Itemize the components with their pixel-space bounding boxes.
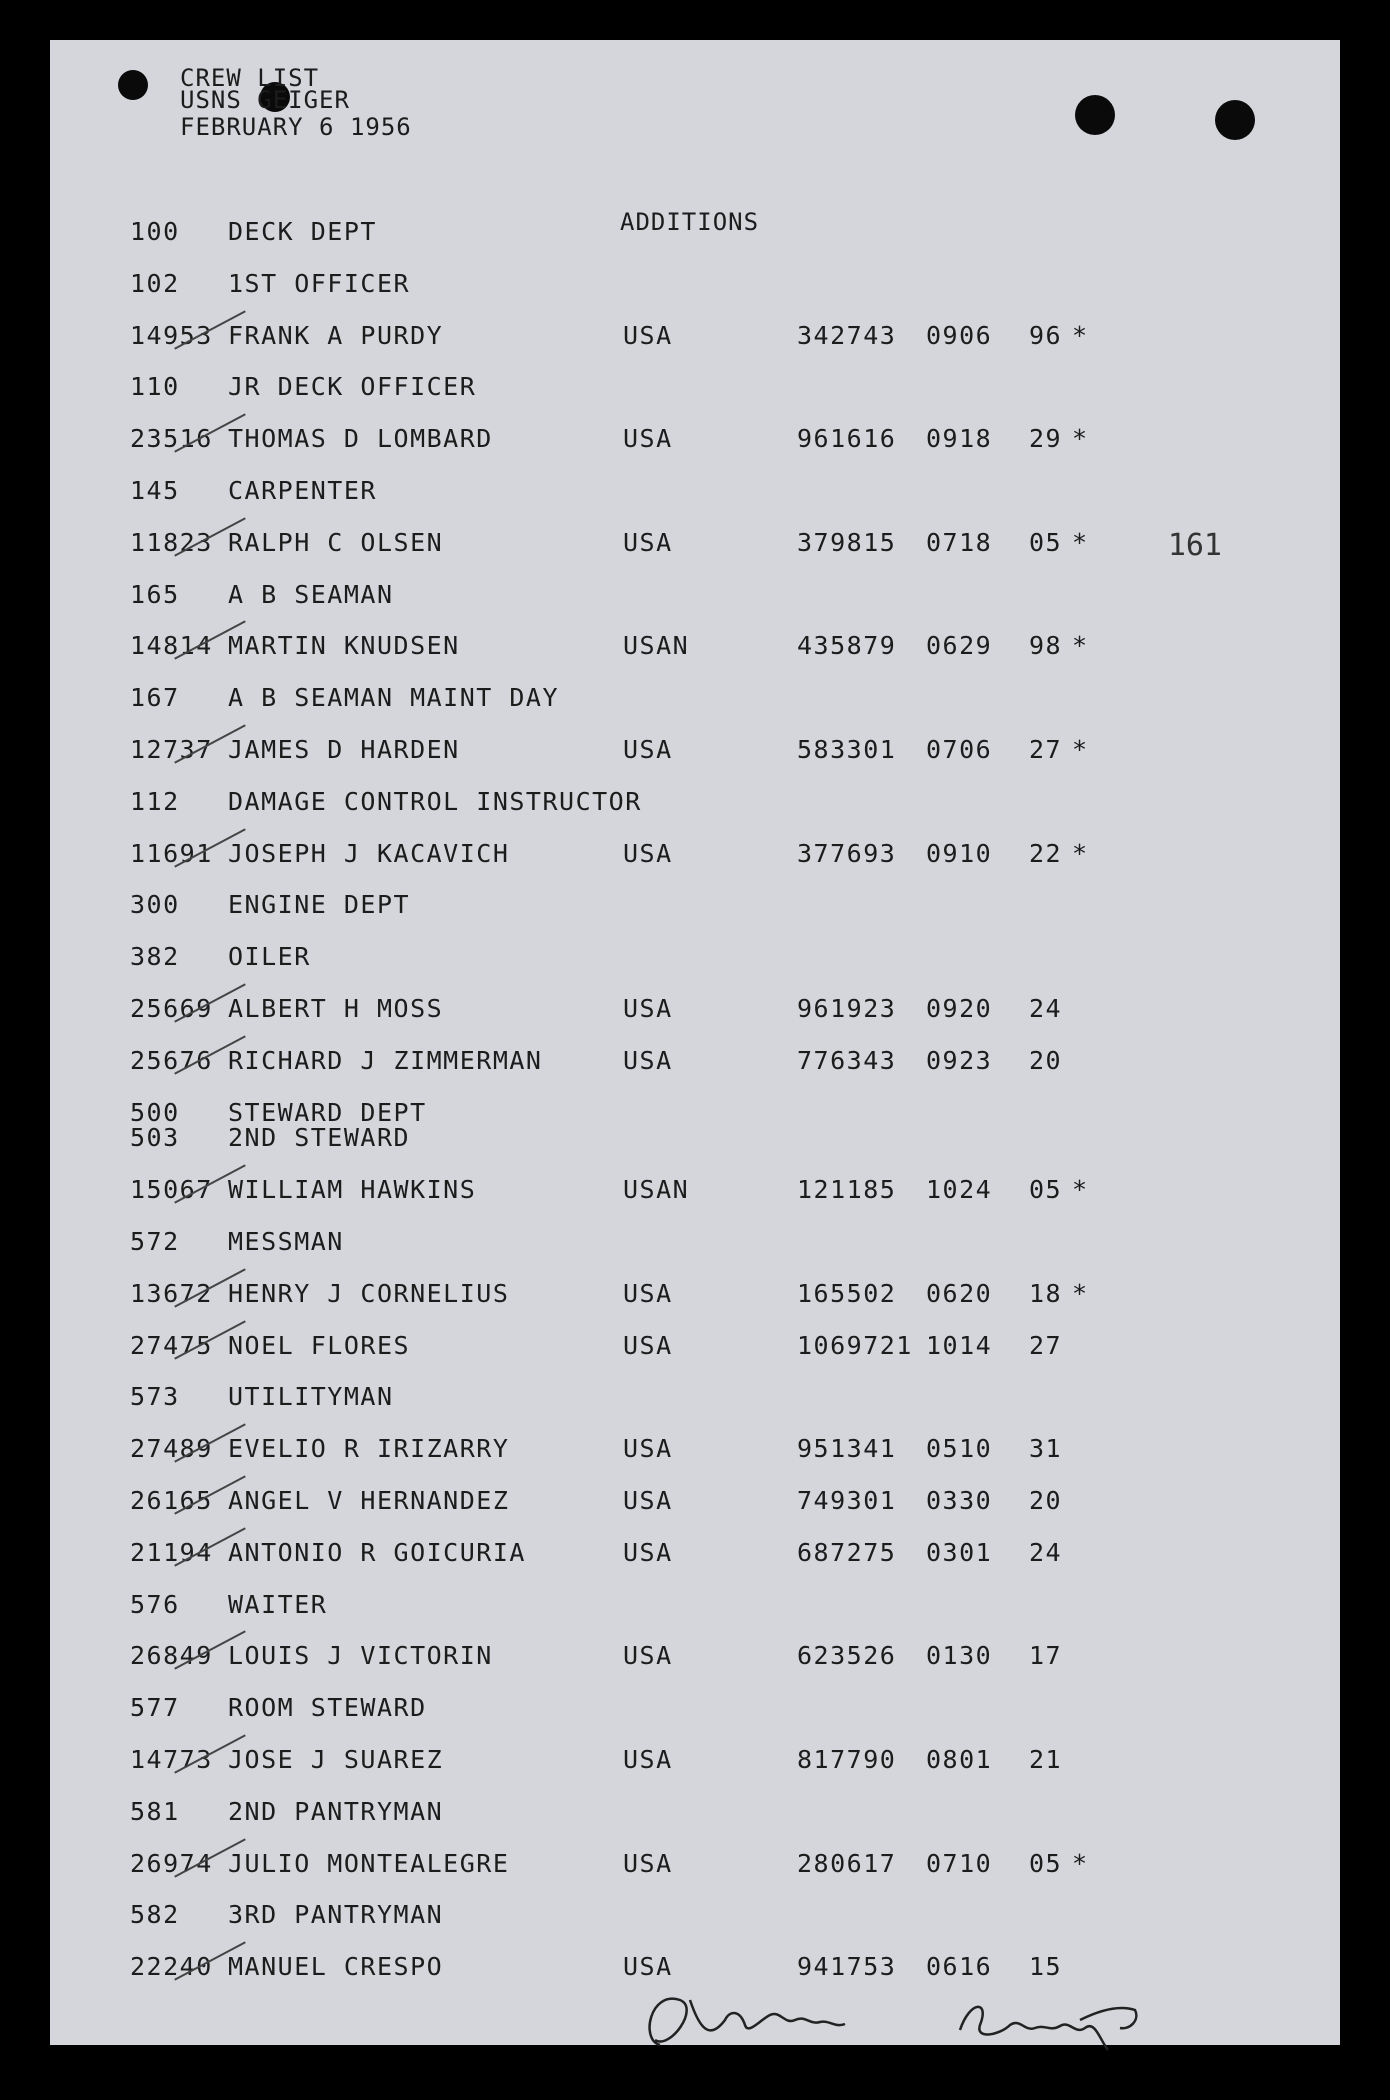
punch-hole xyxy=(1215,100,1255,140)
entry-code: 14773 xyxy=(130,1745,213,1774)
entry-age: 05 xyxy=(1029,1848,1063,1878)
entry-number: 121185 xyxy=(797,1175,897,1205)
entry-citizenship: USAN xyxy=(623,631,690,661)
entry-code: 12737 xyxy=(130,735,213,764)
entry-number: 817790 xyxy=(797,1745,897,1774)
department-row xyxy=(50,1797,1340,1837)
department-row xyxy=(50,1123,1340,1163)
entry-label: WILLIAM HAWKINS xyxy=(228,1175,477,1205)
entry-code: 503 xyxy=(130,1123,180,1153)
entry-citizenship: USA xyxy=(623,1045,673,1075)
entry-age: 17 xyxy=(1029,1641,1063,1671)
crew-member-row xyxy=(50,1486,1340,1526)
entry-number: 165502 xyxy=(797,1278,897,1308)
department-row xyxy=(50,269,1340,309)
entry-number: 961923 xyxy=(797,994,897,1023)
crew-member-row xyxy=(50,1331,1340,1371)
entry-mark: * xyxy=(1072,1278,1089,1308)
entry-code: 11691 xyxy=(130,838,213,868)
entry-age: 31 xyxy=(1029,1434,1063,1464)
entry-mark: * xyxy=(1072,735,1089,764)
entry-number: 342743 xyxy=(797,320,897,350)
entry-citizenship: USA xyxy=(623,1641,673,1671)
entry-mark: * xyxy=(1072,320,1089,350)
entry-label: 2ND STEWARD xyxy=(228,1123,411,1153)
entry-age: 20 xyxy=(1029,1045,1063,1075)
punch-hole xyxy=(1075,95,1115,135)
entry-label: ROOM STEWARD xyxy=(228,1693,427,1723)
page-number: 161 xyxy=(1167,528,1222,563)
entry-number: 941753 xyxy=(797,1952,897,1982)
entry-citizenship: USA xyxy=(623,1745,673,1774)
entry-date: 0620 xyxy=(926,1278,993,1308)
document-page xyxy=(50,40,1340,2045)
entry-label: 1ST OFFICER xyxy=(228,268,411,298)
entry-date: 0910 xyxy=(926,838,993,868)
department-row xyxy=(50,580,1340,620)
entry-mark: * xyxy=(1072,527,1089,557)
entry-number: 377693 xyxy=(797,838,897,868)
entry-number: 951341 xyxy=(797,1434,897,1464)
crew-member-row xyxy=(50,424,1340,464)
entry-number: 280617 xyxy=(797,1848,897,1878)
entry-code: 27475 xyxy=(130,1330,213,1360)
crew-member-row xyxy=(50,994,1340,1034)
entry-label: MESSMAN xyxy=(228,1227,344,1256)
entry-age: 27 xyxy=(1029,1330,1063,1360)
entry-code: 382 xyxy=(130,942,180,972)
entry-label: ALBERT H MOSS xyxy=(228,994,444,1023)
entry-age: 05 xyxy=(1029,1175,1063,1205)
entry-code: 110 xyxy=(130,372,180,402)
department-row xyxy=(50,942,1340,982)
entry-number: 435879 xyxy=(797,631,897,661)
header-line-1: CREW LIST xyxy=(180,64,320,92)
crew-member-row xyxy=(50,1279,1340,1319)
entry-date: 0718 xyxy=(926,527,993,557)
entry-citizenship: USA xyxy=(623,1952,673,1982)
entry-label: FRANK A PURDY xyxy=(228,320,444,350)
entry-code: 26165 xyxy=(130,1486,213,1515)
header-line-3: FEBRUARY 6 1956 xyxy=(180,113,412,141)
crew-member-row xyxy=(50,1641,1340,1681)
entry-code: 21194 xyxy=(130,1537,213,1567)
entry-label: RALPH C OLSEN xyxy=(228,527,444,557)
entry-date: 0301 xyxy=(926,1537,993,1567)
entry-citizenship: USA xyxy=(623,1330,673,1360)
entry-citizenship: USA xyxy=(623,735,673,764)
entry-date: 0706 xyxy=(926,735,993,764)
entry-code: 167 xyxy=(130,683,180,713)
crew-member-row xyxy=(50,1434,1340,1474)
entry-code: 15067 xyxy=(130,1175,213,1205)
entry-code: 577 xyxy=(130,1693,180,1723)
entry-citizenship: USAN xyxy=(623,1175,690,1205)
entry-label: WAITER xyxy=(228,1589,328,1619)
department-row xyxy=(50,787,1340,827)
entry-label: A B SEAMAN MAINT DAY xyxy=(228,683,560,713)
entry-label: LOUIS J VICTORIN xyxy=(228,1641,493,1671)
entry-code: 100 xyxy=(130,217,180,246)
entry-code: 573 xyxy=(130,1382,180,1412)
entry-code: 112 xyxy=(130,786,180,816)
entry-number: 687275 xyxy=(797,1537,897,1567)
entry-code: 102 xyxy=(130,268,180,298)
punch-hole xyxy=(118,70,148,100)
entry-date: 0330 xyxy=(926,1486,993,1515)
entry-label: MANUEL CRESPO xyxy=(228,1952,444,1982)
entry-label: JOSEPH J KACAVICH xyxy=(228,838,510,868)
crew-member-row xyxy=(50,1538,1340,1578)
entry-label: CARPENTER xyxy=(228,476,377,505)
entry-age: 29 xyxy=(1029,424,1063,454)
entry-code: 572 xyxy=(130,1227,180,1256)
entry-mark: * xyxy=(1072,424,1089,454)
department-row xyxy=(50,683,1340,723)
header-line-2: USNS GEIGER xyxy=(180,86,350,114)
crew-member-row xyxy=(50,1849,1340,1889)
entry-label: JULIO MONTEALEGRE xyxy=(228,1848,510,1878)
entry-code: 582 xyxy=(130,1900,180,1930)
entry-label: OILER xyxy=(228,942,311,972)
entry-number: 583301 xyxy=(797,735,897,764)
entry-code: 23516 xyxy=(130,424,213,454)
entry-citizenship: USA xyxy=(623,1848,673,1878)
entry-age: 20 xyxy=(1029,1486,1063,1515)
entry-age: 21 xyxy=(1029,1745,1063,1774)
entry-code: 22240 xyxy=(130,1952,213,1982)
entry-label: A B SEAMAN xyxy=(228,579,394,609)
crew-member-row xyxy=(50,735,1340,775)
entry-label: NOEL FLORES xyxy=(228,1330,411,1360)
entry-mark: * xyxy=(1072,1848,1089,1878)
entry-date: 0130 xyxy=(926,1641,993,1671)
department-row xyxy=(50,372,1340,412)
entry-code: 25669 xyxy=(130,994,213,1023)
entry-code: 13672 xyxy=(130,1278,213,1308)
entry-number: 961616 xyxy=(797,424,897,454)
entry-citizenship: USA xyxy=(623,424,673,454)
entry-date: 0629 xyxy=(926,631,993,661)
department-row xyxy=(50,476,1340,516)
entry-number: 1069721 xyxy=(797,1330,913,1360)
entry-label: UTILITYMAN xyxy=(228,1382,394,1412)
entry-code: 14953 xyxy=(130,320,213,350)
entry-age: 96 xyxy=(1029,320,1063,350)
entry-citizenship: USA xyxy=(623,1486,673,1515)
entry-label: EVELIO R IRIZARRY xyxy=(228,1434,510,1464)
entry-age: 22 xyxy=(1029,838,1063,868)
entry-citizenship: USA xyxy=(623,320,673,350)
section-title: ADDITIONS xyxy=(620,208,760,236)
entry-date: 1014 xyxy=(926,1330,993,1360)
crew-member-row xyxy=(50,839,1340,879)
department-row xyxy=(50,1227,1340,1267)
department-row xyxy=(50,1900,1340,1940)
entry-code: 581 xyxy=(130,1796,180,1826)
entry-label: HENRY J CORNELIUS xyxy=(228,1278,510,1308)
entry-code: 165 xyxy=(130,579,180,609)
entry-label: JR DECK OFFICER xyxy=(228,372,477,402)
entry-citizenship: USA xyxy=(623,527,673,557)
entry-age: 24 xyxy=(1029,994,1063,1023)
entry-date: 0920 xyxy=(926,994,993,1023)
entry-number: 379815 xyxy=(797,527,897,557)
entry-mark: * xyxy=(1072,1175,1089,1205)
entry-date: 0801 xyxy=(926,1745,993,1774)
department-row xyxy=(50,890,1340,930)
entry-age: 27 xyxy=(1029,735,1063,764)
department-row xyxy=(50,1590,1340,1630)
entry-number: 749301 xyxy=(797,1486,897,1515)
entry-date: 0923 xyxy=(926,1045,993,1075)
entry-label: DAMAGE CONTROL INSTRUCTOR xyxy=(228,786,642,816)
crew-member-row xyxy=(50,1175,1340,1215)
entry-code: 25676 xyxy=(130,1045,213,1075)
entry-code: 300 xyxy=(130,890,180,920)
crew-member-row xyxy=(50,321,1340,361)
entry-date: 0710 xyxy=(926,1848,993,1878)
entry-mark: * xyxy=(1072,838,1089,868)
entry-label: 2ND PANTRYMAN xyxy=(228,1796,444,1826)
entry-code: 27489 xyxy=(130,1434,213,1464)
entry-age: 98 xyxy=(1029,631,1063,661)
entry-age: 05 xyxy=(1029,527,1063,557)
entry-label: THOMAS D LOMBARD xyxy=(228,424,493,454)
entry-number: 776343 xyxy=(797,1045,897,1075)
entry-date: 1024 xyxy=(926,1175,993,1205)
entry-label: STEWARD DEPT xyxy=(228,1097,427,1127)
entry-citizenship: USA xyxy=(623,838,673,868)
entry-code: 26849 xyxy=(130,1641,213,1671)
entry-mark: * xyxy=(1072,631,1089,661)
entry-code: 145 xyxy=(130,476,180,505)
entry-code: 14814 xyxy=(130,631,213,661)
crew-member-row xyxy=(50,528,1340,568)
entry-date: 0918 xyxy=(926,424,993,454)
entry-label: 3RD PANTRYMAN xyxy=(228,1900,444,1930)
entry-label: JAMES D HARDEN xyxy=(228,735,460,764)
crew-member-row xyxy=(50,1046,1340,1086)
entry-code: 576 xyxy=(130,1589,180,1619)
entry-citizenship: USA xyxy=(623,1278,673,1308)
entry-citizenship: USA xyxy=(623,1537,673,1567)
entry-label: JOSE J SUAREZ xyxy=(228,1745,444,1774)
entry-label: DECK DEPT xyxy=(228,217,377,246)
entry-age: 15 xyxy=(1029,1952,1063,1982)
department-row xyxy=(50,217,1340,257)
entry-code: 26974 xyxy=(130,1848,213,1878)
entry-label: ENGINE DEPT xyxy=(228,890,411,920)
entry-age: 18 xyxy=(1029,1278,1063,1308)
crew-member-row xyxy=(50,631,1340,671)
department-row xyxy=(50,1693,1340,1733)
entry-citizenship: USA xyxy=(623,994,673,1023)
entry-age: 24 xyxy=(1029,1537,1063,1567)
entry-label: ANGEL V HERNANDEZ xyxy=(228,1486,510,1515)
entry-date: 0510 xyxy=(926,1434,993,1464)
entry-number: 623526 xyxy=(797,1641,897,1671)
entry-code: 500 xyxy=(130,1097,180,1127)
entry-label: MARTIN KNUDSEN xyxy=(228,631,460,661)
entry-label: RICHARD J ZIMMERMAN xyxy=(228,1045,543,1075)
department-row xyxy=(50,1382,1340,1422)
entry-date: 0616 xyxy=(926,1952,993,1982)
entry-date: 0906 xyxy=(926,320,993,350)
handwritten-signature xyxy=(630,1980,1250,2060)
entry-citizenship: USA xyxy=(623,1434,673,1464)
entry-code: 11823 xyxy=(130,527,213,557)
entry-label: ANTONIO R GOICURIA xyxy=(228,1537,526,1567)
crew-member-row xyxy=(50,1745,1340,1785)
